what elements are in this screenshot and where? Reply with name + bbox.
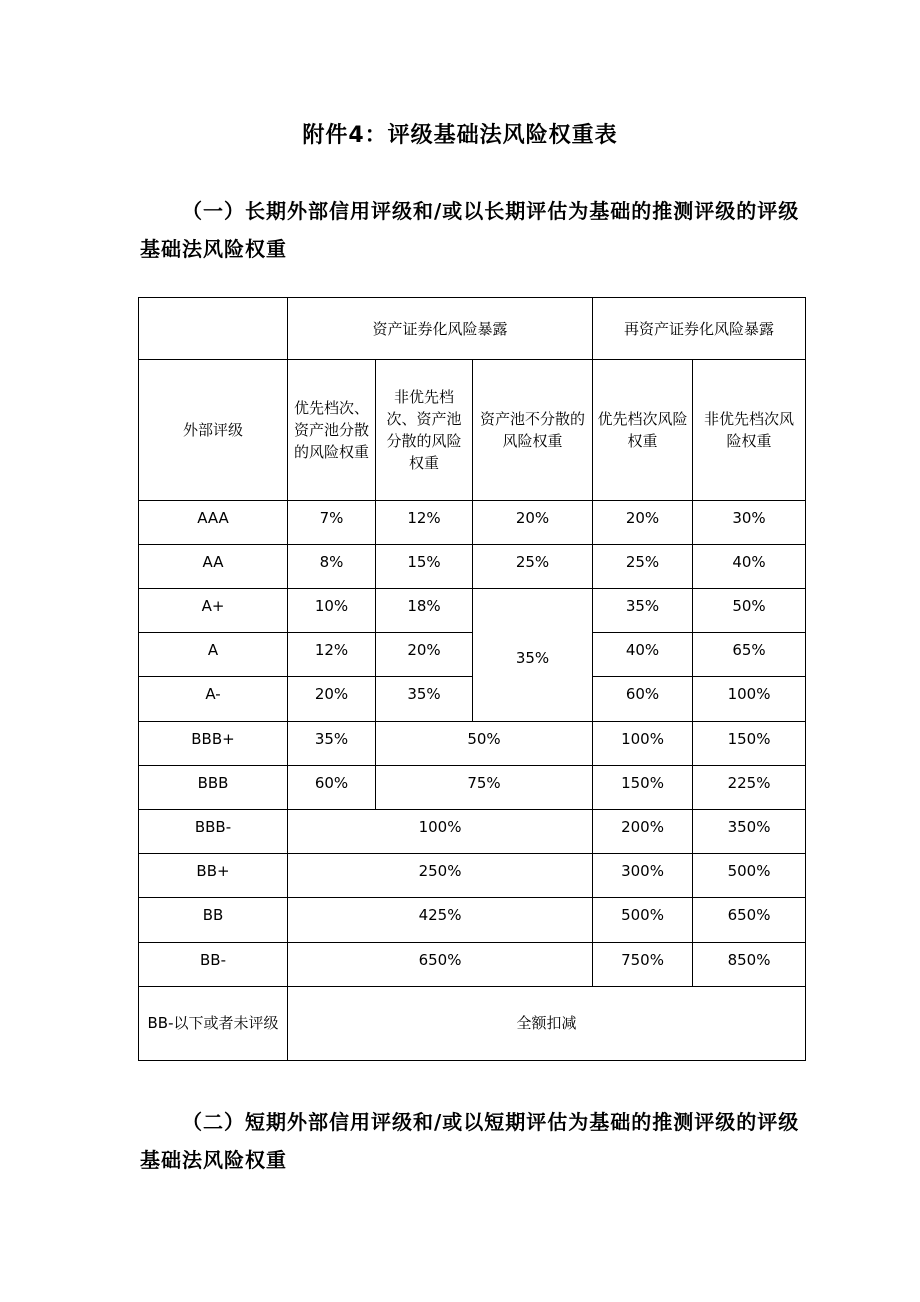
- header-non-senior-diversified: 非优先档次、资产池分散的风险权重: [376, 360, 473, 501]
- value-cell: 20%: [288, 677, 376, 721]
- value-cell: 10%: [288, 589, 376, 633]
- header-rating: 外部评级: [139, 360, 288, 501]
- rating-cell: BBB-: [139, 809, 288, 853]
- table-header-row-columns: [139, 360, 806, 501]
- header-resec-non-senior: 非优先档次风险权重: [693, 360, 806, 501]
- header-empty-cell: [139, 298, 288, 360]
- value-cell: 15%: [376, 544, 473, 588]
- value-cell: 500%: [593, 898, 693, 942]
- header-non-diversified: 资产池不分散的风险权重: [473, 360, 593, 501]
- table-row: [139, 765, 806, 809]
- table-row: [139, 589, 806, 633]
- value-cell-merged: 650%: [288, 942, 593, 986]
- value-cell: 750%: [593, 942, 693, 986]
- value-cell: 20%: [376, 633, 473, 677]
- table-row: [139, 500, 806, 544]
- value-cell: 12%: [288, 633, 376, 677]
- rating-cell: A: [139, 633, 288, 677]
- value-cell: 20%: [473, 500, 593, 544]
- table-row: [139, 809, 806, 853]
- table-row: [139, 942, 806, 986]
- value-cell: 300%: [593, 854, 693, 898]
- risk-weight-table: [138, 297, 806, 1061]
- value-cell-merged: 50%: [376, 721, 593, 765]
- value-cell: 35%: [288, 721, 376, 765]
- value-cell: 65%: [693, 633, 806, 677]
- value-cell-merged: 75%: [376, 765, 593, 809]
- value-cell: 100%: [693, 677, 806, 721]
- rating-cell: BB: [139, 898, 288, 942]
- value-cell-merged: 100%: [288, 809, 593, 853]
- table-row: [139, 633, 806, 677]
- value-cell: 35%: [593, 589, 693, 633]
- rating-cell: AA: [139, 544, 288, 588]
- value-cell: 150%: [693, 721, 806, 765]
- header-resecuritization: 再资产证券化风险暴露: [593, 298, 806, 360]
- value-cell: 18%: [376, 589, 473, 633]
- table-row: [139, 986, 806, 1060]
- value-cell: 8%: [288, 544, 376, 588]
- section-heading-long-term: （一）长期外部信用评级和/或以长期评估为基础的推测评级的评级基础法风险权重: [140, 199, 800, 261]
- rating-cell: A-: [139, 677, 288, 721]
- value-cell: 35%: [376, 677, 473, 721]
- table-header-row-groups: [139, 298, 806, 360]
- value-cell: 50%: [693, 589, 806, 633]
- value-cell: 40%: [693, 544, 806, 588]
- header-senior-diversified: 优先档次、资产池分散的风险权重: [288, 360, 376, 501]
- rating-cell: BB+: [139, 854, 288, 898]
- value-cell-merged: 250%: [288, 854, 593, 898]
- value-cell-merged: 35%: [473, 589, 593, 722]
- page-title: 附件4：评级基础法风险权重表: [302, 123, 618, 148]
- value-cell: 7%: [288, 500, 376, 544]
- rating-cell: BBB: [139, 765, 288, 809]
- table-row: [139, 544, 806, 588]
- value-cell: 25%: [473, 544, 593, 588]
- value-cell: 200%: [593, 809, 693, 853]
- value-cell: 350%: [693, 809, 806, 853]
- value-cell: 60%: [593, 677, 693, 721]
- table-row: [139, 677, 806, 721]
- value-cell-full-deduction: 全额扣减: [288, 986, 806, 1060]
- value-cell: 150%: [593, 765, 693, 809]
- rating-cell: BBB+: [139, 721, 288, 765]
- value-cell: 60%: [288, 765, 376, 809]
- rating-cell: A+: [139, 589, 288, 633]
- table-row: [139, 898, 806, 942]
- value-cell-merged: 425%: [288, 898, 593, 942]
- value-cell: 25%: [593, 544, 693, 588]
- rating-cell: AAA: [139, 500, 288, 544]
- table-row: [139, 854, 806, 898]
- header-securitization: 资产证券化风险暴露: [288, 298, 593, 360]
- value-cell: 40%: [593, 633, 693, 677]
- value-cell: 12%: [376, 500, 473, 544]
- value-cell: 30%: [693, 500, 806, 544]
- value-cell: 650%: [693, 898, 806, 942]
- value-cell: 100%: [593, 721, 693, 765]
- section-heading-short-term: （二）短期外部信用评级和/或以短期评估为基础的推测评级的评级基础法风险权重: [140, 1110, 800, 1172]
- rating-cell: BB-: [139, 942, 288, 986]
- header-resec-senior: 优先档次风险权重: [593, 360, 693, 501]
- rating-cell: BB-以下或者未评级: [139, 986, 288, 1060]
- value-cell: 225%: [693, 765, 806, 809]
- table-row: [139, 721, 806, 765]
- value-cell: 850%: [693, 942, 806, 986]
- value-cell: 500%: [693, 854, 806, 898]
- value-cell: 20%: [593, 500, 693, 544]
